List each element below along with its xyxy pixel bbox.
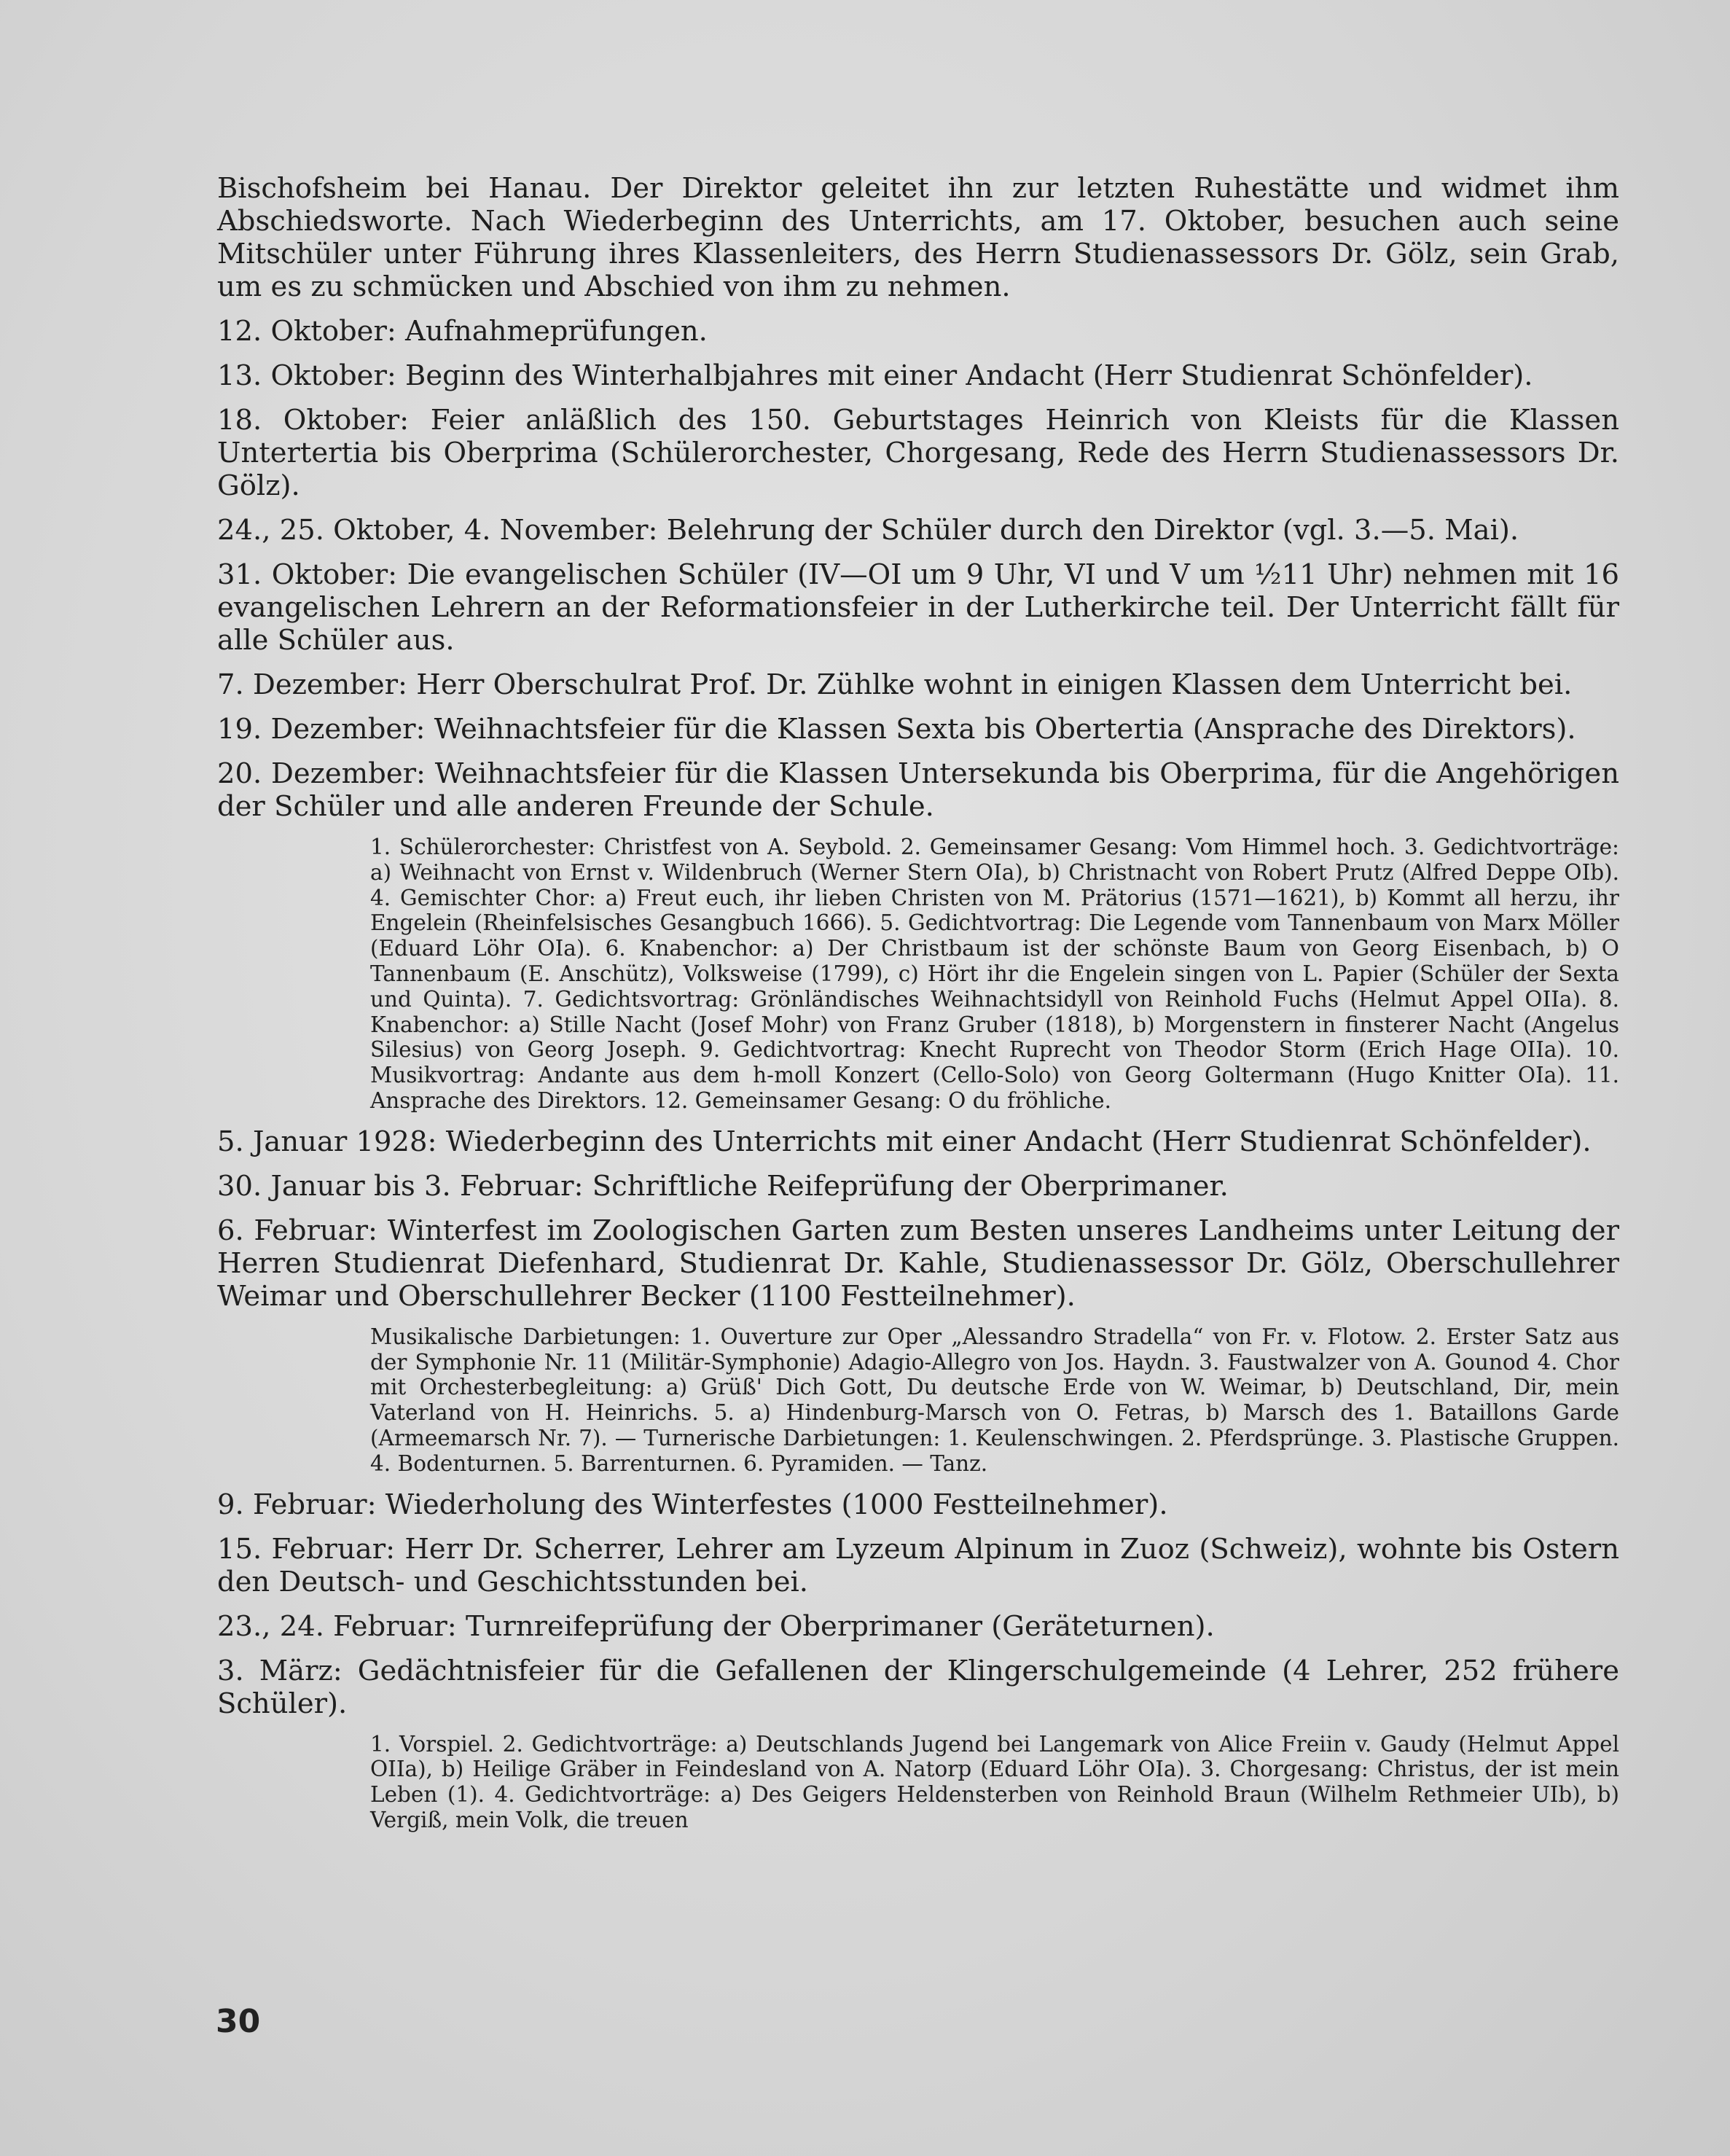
entry-30-januar: 30. Januar bis 3. Februar: Schriftliche Reifeprüfung der Oberprimaner. [217, 1169, 1229, 1203]
entry-13-oktober: 13. Oktober: Beginn des Winterhalbjahres mit einer Andacht (Herr Studienrat Schönfelder). [217, 359, 1533, 392]
paragraph-bischofsheim: Bischofsheim bei Hanau. Der Direktor geleitet ihn zur letzten Ruhestätte und widmet ihm Abschiedsworte. Nach Wiederbeginn des Unterrichts, am 17. Oktober, besuchen auch seine Mitschüler unter Führung ihres Klassenleiters, des Herrn Studienassessors Dr. Gölz, sein Grab, um es zu schmücken und Abschied von ihm zu nehmen. [217, 172, 1619, 303]
entry-19-dezember: 19. Dezember: Weihnachtsfeier für die Klassen Sexta bis Obertertia (Ansprache des Direktors). [217, 713, 1576, 746]
entry-7-dezember: 7. Dezember: Herr Oberschulrat Prof. Dr. Zühlke wohnt in einigen Klassen dem Unterricht bei. [217, 668, 1573, 701]
program-winterfest: Musikalische Darbietungen: 1. Ouverture zur Oper „Alessandro Stradella“ von Fr. v. Flotow. 2. Erster Satz aus der Symphonie Nr. 11 (Militär-Symphonie) Adagio-Allegro von Jos. Haydn. 3. Faustwalzer von A. Gounod 4. Chor mit Orchesterbegleitung: a) Grüß' Dich Gott, Du deutsche Erde von W. Weimar, b) Deutschland, Dir, mein Vaterland von H. Heinrichs. 5. a) Hindenburg-Marsch von O. Fetras, b) Marsch des 1. Bataillons Garde (Armeemarsch Nr. 7). — Turnerische Darbietungen: 1. Keulenschwingen. 2. Pferdsprünge. 3. Plastische Gruppen. 4. Bodenturnen. 5. Barrenturnen. 6. Pyramiden. — Tanz. [370, 1324, 1619, 1476]
entry-3-maerz: 3. März: Gedächtnisfeier für die Gefallenen der Klingerschulgemeinde (4 Lehrer, 252 frühere Schüler). [217, 1654, 1619, 1720]
program-weihnachtsfeier: 1. Schülerorchester: Christfest von A. Seybold. 2. Gemeinsamer Gesang: Vom Himmel hoch. 3. Gedichtvorträge: a) Weihnacht von Ernst v. Wildenbruch (Werner Stern OIa), b) Christnacht von Robert Prutz (Alfred Deppe OIb). 4. Gemischter Chor: a) Freut euch, ihr lieben Christen von M. Prätorius (1571—1621), b) Kommt all herzu, ihr Engelein (Rheinfelsisches Gesangbuch 1666). 5. Gedichtvortrag: Die Legende vom Tannenbaum von Marx Möller (Eduard Löhr OIa). 6. Knabenchor: a) Der Christbaum ist der schönste Baum von Georg Eisenbach, b) O Tannenbaum (E. Anschütz), Volksweise (1799), c) Hört ihr die Engelein singen von L. Papier (Schüler der Sexta und Quinta). 7. Gedichtsvortrag: Grönländisches Weihnachtsidyll von Reinhold Fuchs (Helmut Appel OIIa). 8. Knabenchor: a) Stille Nacht (Josef Mohr) von Franz Gruber (1818), b) Morgenstern in finsterer Nacht (Angelus Silesius) von Georg Joseph. 9. Gedichtvortrag: Knecht Ruprecht von Theodor Storm (Erich Hage OIIa). 10. Musikvortrag: Andante aus dem h-moll Konzert (Cello-Solo) von Georg Goltermann (Hugo Knitter OIa). 11. Ansprache des Direktors. 12. Gemeinsamer Gesang: O du fröhliche. [370, 835, 1619, 1113]
entry-12-oktober: 12. Oktober: Aufnahmeprüfungen. [217, 315, 708, 348]
page-number: 30 [216, 2003, 261, 2040]
entry-9-februar: 9. Februar: Wiederholung des Winterfestes (1000 Festteilnehmer). [217, 1488, 1168, 1521]
entry-6-februar: 6. Februar: Winterfest im Zoologischen Garten zum Besten unseres Landheims unter Leitung der Herren Studienrat Diefenhard, Studienrat Dr. Kahle, Studienassessor Dr. Gölz, Oberschullehrer Weimar und Oberschullehrer Becker (1100 Festteilnehmer). [217, 1214, 1619, 1313]
entry-18-oktober: 18. Oktober: Feier anläßlich des 150. Geburtstages Heinrich von Kleists für die Klassen Untertertia bis Oberprima (Schülerorchester, Chorgesang, Rede des Herrn Studienassessors Dr. Gölz). [217, 404, 1619, 502]
entry-31-oktober: 31. Oktober: Die evangelischen Schüler (IV—OI um 9 Uhr, VI und V um ½11 Uhr) nehmen mit 16 evangelischen Lehrern an der Reformationsfeier in der Lutherkirche teil. Der Unterricht fällt für alle Schüler aus. [217, 558, 1619, 657]
chronicle-text [217, 172, 1619, 1845]
entry-24-oktober: 24., 25. Oktober, 4. November: Belehrung der Schüler durch den Direktor (vgl. 3.—5. Mai). [217, 514, 1519, 547]
entry-15-februar: 15. Februar: Herr Dr. Scherrer, Lehrer am Lyzeum Alpinum in Zuoz (Schweiz), wohnte bis Ostern den Deutsch- und Geschichtsstunden bei. [217, 1532, 1619, 1598]
entry-5-januar: 5. Januar 1928: Wiederbeginn des Unterrichts mit einer Andacht (Herr Studienrat Schönfelder). [217, 1125, 1592, 1158]
program-gedaechtnisfeier: 1. Vorspiel. 2. Gedichtvorträge: a) Deutschlands Jugend bei Langemark von Alice Freiin v. Gaudy (Helmut Appel OIIa), b) Heilige Gräber in Feindesland von A. Natorp (Eduard Löhr OIa). 3. Chorgesang: Christus, der ist mein Leben (1). 4. Gedichtvorträge: a) Des Geigers Heldensterben von Reinhold Braun (Wilhelm Rethmeier UIb), b) Vergiß, mein Volk, die treuen [370, 1731, 1619, 1832]
entry-20-dezember: 20. Dezember: Weihnachtsfeier für die Klassen Untersekunda bis Oberprima, für die Angehörigen der Schüler und alle anderen Freunde der Schule. [217, 757, 1619, 823]
entry-23-februar: 23., 24. Februar: Turnreifeprüfung der Oberprimaner (Geräteturnen). [217, 1609, 1215, 1643]
